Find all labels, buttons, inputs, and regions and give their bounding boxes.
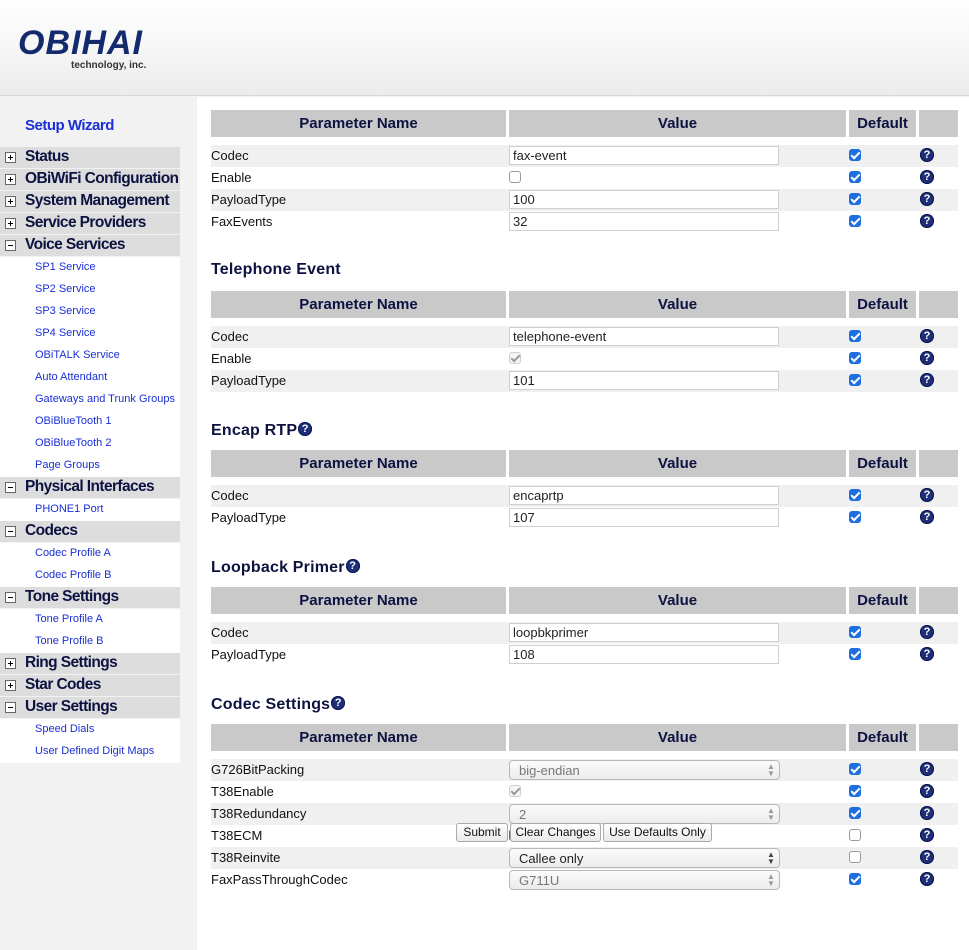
table-row	[211, 781, 958, 803]
sidebar-item-sp4-service[interactable]	[0, 323, 180, 345]
help-icon[interactable]: ?	[920, 647, 934, 661]
table-header-fax-event	[211, 110, 958, 137]
help-icon[interactable]: ?	[298, 422, 312, 436]
table-row	[211, 803, 958, 825]
table-row	[211, 644, 958, 666]
section-title-encap-rtp	[211, 422, 312, 440]
default-checkbox[interactable]	[849, 193, 861, 205]
select-value: 2	[519, 807, 527, 822]
sidebar-item-label: SP3 Service	[35, 305, 96, 317]
help-icon[interactable]: ?	[920, 625, 934, 639]
help-icon[interactable]: ?	[920, 488, 934, 502]
parameter-name: FaxEvents	[211, 214, 273, 229]
value-input-codec[interactable]	[509, 623, 779, 642]
help-icon[interactable]: ?	[920, 762, 934, 776]
sidebar-item-label: Physical Interfaces	[25, 478, 155, 495]
default-checkbox[interactable]	[849, 149, 861, 161]
sidebar-section-user-settings[interactable]	[0, 697, 180, 718]
sidebar-item-label: System Management	[25, 192, 169, 209]
expand-toggle-icon[interactable]	[5, 680, 16, 691]
parameter-name: Codec	[211, 148, 249, 163]
table-header-loopback-primer	[211, 587, 958, 614]
column-header-parameter-name: Parameter Name	[211, 587, 506, 614]
parameter-name: T38Redundancy	[211, 806, 307, 821]
section-title-text: Encap RTP	[211, 422, 298, 439]
collapse-toggle-icon[interactable]	[5, 702, 16, 713]
column-header-parameter-name: Parameter Name	[211, 724, 506, 751]
sidebar-item-sp1-service[interactable]	[0, 257, 180, 279]
default-checkbox[interactable]	[849, 829, 861, 841]
sidebar-item-label: Codecs	[25, 522, 78, 539]
sidebar-section-status[interactable]	[0, 147, 180, 168]
sidebar-item-label: SP4 Service	[35, 327, 96, 339]
help-icon[interactable]: ?	[920, 170, 934, 184]
parameter-name: Codec	[211, 488, 249, 503]
sidebar-section-star-codes[interactable]	[0, 675, 180, 696]
sidebar-item-label: Status	[25, 148, 69, 165]
sidebar-section-ring-settings[interactable]	[0, 653, 180, 674]
sidebar-item-label: Ring Settings	[25, 654, 118, 671]
sidebar-item-auto-attendant[interactable]	[0, 367, 180, 389]
help-icon[interactable]: ?	[920, 784, 934, 798]
value-select-t38reinvite[interactable]	[509, 848, 780, 868]
value-input-payloadtype[interactable]	[509, 190, 779, 209]
sidebar-item-sp3-service[interactable]	[0, 301, 180, 323]
table-header-telephone-event	[211, 291, 958, 318]
parameter-name: Enable	[211, 170, 252, 185]
sidebar-item-label: Speed Dials	[35, 723, 95, 735]
parameter-name: PayloadType	[211, 510, 287, 525]
value-input-codec[interactable]	[509, 486, 779, 505]
default-checkbox[interactable]	[849, 851, 861, 863]
sidebar-item-label: User Settings	[25, 698, 118, 715]
value-checkbox-t38enable	[509, 785, 521, 797]
parameter-name: FaxPassThroughCodec	[211, 872, 348, 887]
collapse-toggle-icon[interactable]	[5, 592, 16, 603]
column-header-help	[919, 291, 958, 318]
sidebar-item-speed-dials[interactable]	[0, 719, 180, 741]
table-row	[211, 348, 958, 370]
use-defaults-only-button[interactable]: Use Defaults Only	[603, 823, 712, 842]
sidebar-section-physical-interfaces[interactable]	[0, 477, 180, 498]
value-select-faxpassthroughcodec	[509, 870, 780, 890]
parameter-name: T38Enable	[211, 784, 274, 799]
table-row	[211, 869, 958, 891]
sidebar-item-label: Codec Profile A	[35, 547, 111, 559]
sidebar-item-user-defined-digit-maps[interactable]	[0, 741, 180, 763]
table-row	[211, 622, 958, 644]
section-title-loopback-primer	[211, 559, 360, 577]
expand-toggle-icon[interactable]	[5, 658, 16, 669]
column-header-default: Default	[849, 450, 916, 477]
sidebar-item-obibluetooth-2[interactable]	[0, 433, 180, 455]
column-header-parameter-name: Parameter Name	[211, 291, 506, 318]
column-header-default: Default	[849, 110, 916, 137]
table-row	[211, 847, 958, 869]
sidebar-item-obibluetooth-1[interactable]	[0, 411, 180, 433]
parameter-name: PayloadType	[211, 373, 287, 388]
parameter-name: PayloadType	[211, 192, 287, 207]
help-icon[interactable]: ?	[331, 696, 345, 710]
help-icon[interactable]: ?	[920, 351, 934, 365]
table-row	[211, 167, 958, 189]
help-icon[interactable]: ?	[920, 828, 934, 842]
column-header-value: Value	[509, 587, 846, 614]
help-icon[interactable]: ?	[920, 872, 934, 886]
default-checkbox[interactable]	[849, 511, 861, 523]
sidebar-item-label: User Defined Digit Maps	[35, 745, 155, 757]
expand-toggle-icon[interactable]	[5, 218, 16, 229]
select-arrows-icon: ▲ ▼	[767, 872, 775, 888]
table-row	[211, 485, 958, 507]
parameter-name: Codec	[211, 625, 249, 640]
parameter-name: G726BitPacking	[211, 762, 305, 777]
sidebar-item-label: Page Groups	[35, 459, 100, 471]
default-checkbox[interactable]	[849, 215, 861, 227]
collapse-toggle-icon[interactable]	[5, 240, 16, 251]
help-icon[interactable]: ?	[920, 214, 934, 228]
table-row	[211, 189, 958, 211]
default-checkbox[interactable]	[849, 807, 861, 819]
default-checkbox[interactable]	[849, 873, 861, 885]
sidebar-item-label: Codec Profile B	[35, 569, 112, 581]
section-title-text: Loopback Primer	[211, 559, 345, 576]
expand-toggle-icon[interactable]	[5, 196, 16, 207]
value-checkbox-enable	[509, 352, 521, 364]
column-header-default: Default	[849, 587, 916, 614]
column-header-help	[919, 587, 958, 614]
sidebar-item-label: Auto Attendant	[35, 371, 108, 383]
default-checkbox[interactable]	[849, 171, 861, 183]
sidebar-item-label: Tone Profile A	[35, 613, 103, 625]
sidebar-section-system-management[interactable]	[0, 191, 180, 212]
table-row	[211, 507, 958, 529]
page-header	[0, 0, 969, 96]
default-checkbox[interactable]	[849, 785, 861, 797]
sidebar-item-tone-profile-b[interactable]	[0, 631, 180, 653]
expand-toggle-icon[interactable]	[5, 174, 16, 185]
help-icon[interactable]: ?	[920, 373, 934, 387]
collapse-toggle-icon[interactable]	[5, 526, 16, 537]
value-input-payloadtype[interactable]	[509, 645, 779, 664]
column-header-parameter-name: Parameter Name	[211, 450, 506, 477]
submit-button[interactable]: Submit	[456, 823, 508, 842]
collapse-toggle-icon[interactable]	[5, 482, 16, 493]
column-header-value: Value	[509, 724, 846, 751]
table-header-codec-settings	[211, 724, 958, 751]
sidebar-nav	[0, 97, 197, 950]
default-checkbox[interactable]	[849, 330, 861, 342]
table-row	[211, 211, 958, 233]
help-icon[interactable]: ?	[920, 510, 934, 524]
sidebar-item-label: Star Codes	[25, 676, 101, 693]
sidebar-item-codec-profile-b[interactable]	[0, 565, 180, 587]
expand-toggle-icon[interactable]	[5, 152, 16, 163]
section-title-text: Codec Settings	[211, 696, 331, 713]
sidebar-section-service-providers[interactable]	[0, 213, 180, 234]
value-select-g726bitpacking	[509, 760, 780, 780]
parameter-name: Codec	[211, 329, 249, 344]
select-value: G711U	[519, 873, 560, 888]
clear-changes-button[interactable]: Clear Changes	[510, 823, 601, 842]
value-input-faxevents[interactable]	[509, 212, 779, 231]
column-header-value: Value	[509, 110, 846, 137]
sidebar-item-label: OBiTALK Service	[35, 349, 120, 361]
default-checkbox[interactable]	[849, 648, 861, 660]
parameter-name: PayloadType	[211, 647, 287, 662]
sidebar-item-label: SP2 Service	[35, 283, 96, 295]
column-header-help	[919, 724, 958, 751]
table-row	[211, 370, 958, 392]
parameter-name: T38Reinvite	[211, 850, 281, 865]
sidebar-section-voice-services[interactable]	[0, 235, 180, 256]
sidebar-item-label: OBiWiFi Configuration	[25, 170, 179, 187]
help-icon[interactable]: ?	[920, 192, 934, 206]
column-header-help	[919, 450, 958, 477]
table-header-encap-rtp	[211, 450, 958, 477]
sidebar-item-label: SP1 Service	[35, 261, 96, 273]
sidebar-item-obitalk-service[interactable]	[0, 345, 180, 367]
sidebar-item-phone1-port[interactable]	[0, 499, 180, 521]
column-header-parameter-name: Parameter Name	[211, 110, 506, 137]
help-icon[interactable]: ?	[346, 559, 360, 573]
select-arrows-icon: ▲ ▼	[767, 806, 775, 822]
section-title-text: Telephone Event	[211, 261, 341, 278]
column-header-value: Value	[509, 450, 846, 477]
select-arrows-icon: ▲ ▼	[767, 850, 775, 866]
table-row	[211, 326, 958, 348]
select-arrows-icon: ▲ ▼	[767, 762, 775, 778]
sidebar-item-label: Voice Services	[25, 236, 125, 253]
sidebar-section-obiwifi-configuration[interactable]	[0, 169, 180, 190]
sidebar-item-label: Tone Settings	[25, 588, 119, 605]
parameter-name: T38ECM	[211, 828, 263, 843]
default-checkbox[interactable]	[849, 489, 861, 501]
help-icon[interactable]: ?	[920, 850, 934, 864]
sidebar-item-label: Tone Profile B	[35, 635, 104, 647]
help-icon[interactable]: ?	[920, 148, 934, 162]
sidebar-item-page-groups[interactable]	[0, 455, 180, 477]
value-checkbox-enable[interactable]	[509, 171, 521, 183]
default-checkbox[interactable]	[849, 374, 861, 386]
default-checkbox[interactable]	[849, 763, 861, 775]
help-icon[interactable]: ?	[920, 806, 934, 820]
select-value: Callee only	[519, 851, 584, 866]
column-header-default: Default	[849, 724, 916, 751]
sidebar-item-gateways-trunk-groups[interactable]	[0, 389, 180, 411]
table-row	[211, 759, 958, 781]
obihai-logo-subtitle: technology, inc.	[71, 60, 147, 71]
select-value: big-endian	[519, 763, 580, 778]
value-input-payloadtype[interactable]	[509, 371, 779, 390]
sidebar-item-label: Service Providers	[25, 214, 146, 231]
default-checkbox[interactable]	[849, 352, 861, 364]
value-input-codec[interactable]	[509, 146, 779, 165]
default-checkbox[interactable]	[849, 626, 861, 638]
sidebar-item-sp2-service[interactable]	[0, 279, 180, 301]
sidebar-item-label: OBiBlueTooth 1	[35, 415, 112, 427]
section-title-telephone-event	[211, 261, 341, 279]
sidebar-section-tone-settings[interactable]	[0, 587, 180, 608]
obihai-logo: OBIHAI	[18, 24, 143, 62]
table-row	[211, 145, 958, 167]
column-header-help	[919, 110, 958, 137]
value-select-t38redundancy	[509, 804, 780, 824]
sidebar-item-label: PHONE1 Port	[35, 503, 104, 515]
section-title-codec-settings	[211, 696, 345, 714]
sidebar-item-label: Gateways and Trunk Groups	[35, 393, 176, 405]
column-header-default: Default	[849, 291, 916, 318]
value-input-codec[interactable]	[509, 327, 779, 346]
setup-wizard-link[interactable]: Setup Wizard	[25, 117, 114, 134]
parameter-name: Enable	[211, 351, 252, 366]
column-header-value: Value	[509, 291, 846, 318]
sidebar-section-codecs[interactable]	[0, 521, 180, 542]
sidebar-item-codec-profile-a[interactable]	[0, 543, 180, 565]
value-input-payloadtype[interactable]	[509, 508, 779, 527]
sidebar-item-label: OBiBlueTooth 2	[35, 437, 112, 449]
help-icon[interactable]: ?	[920, 329, 934, 343]
sidebar-item-tone-profile-a[interactable]	[0, 609, 180, 631]
